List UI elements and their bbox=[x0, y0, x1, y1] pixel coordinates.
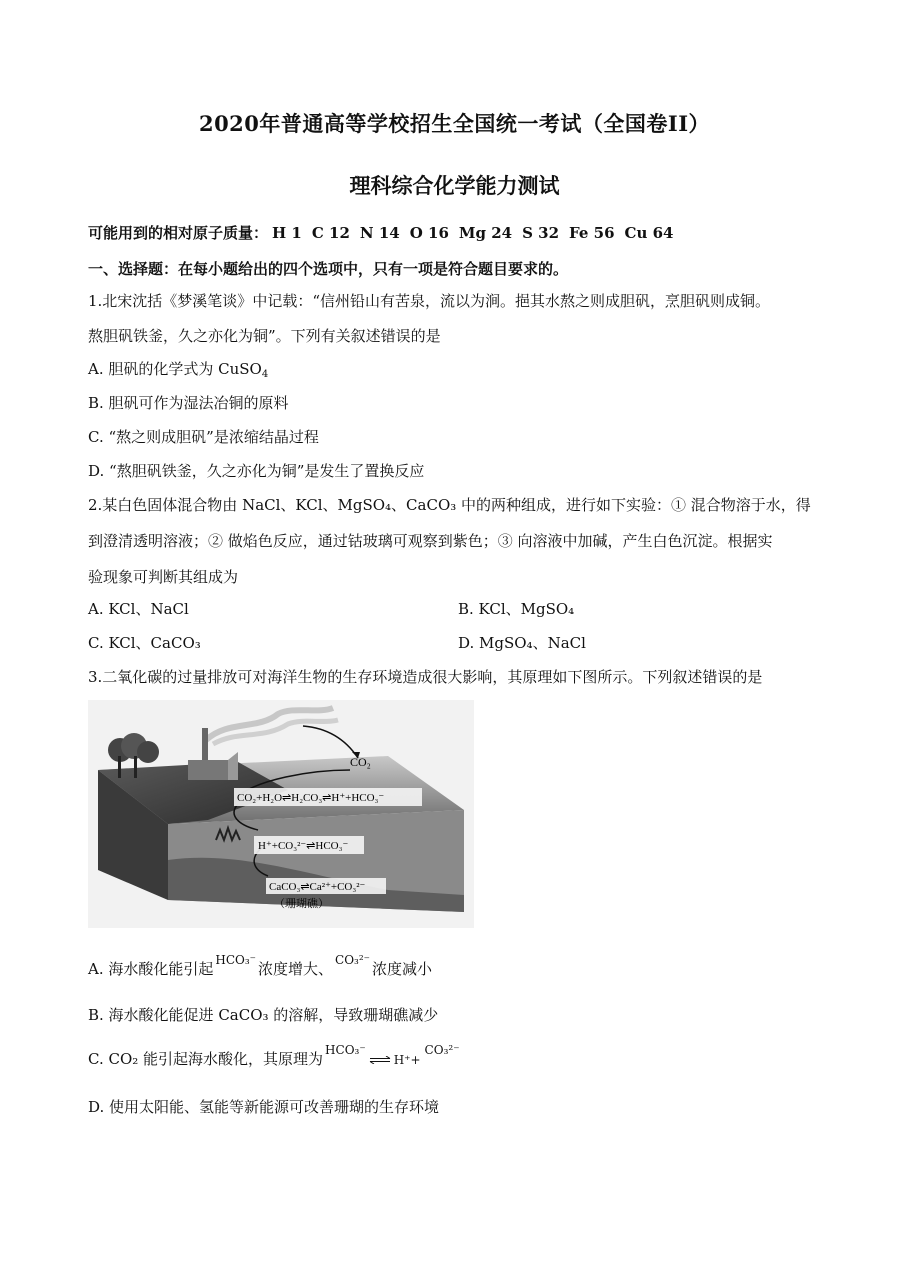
atomic-masses-line bbox=[88, 222, 683, 243]
q3-a-text1: A. 海水酸化能引起 bbox=[88, 960, 214, 978]
q3-c-chem1: HCO₃⁻ bbox=[325, 1043, 366, 1057]
label-coral: （珊瑚礁） bbox=[274, 898, 329, 910]
reversible-arrow-icon bbox=[369, 1056, 391, 1064]
q3-a-text2: 浓度增大、 bbox=[258, 960, 334, 978]
label-co2: CO₂ bbox=[350, 755, 371, 769]
q1-stem-line2: 熬胆矾铁釜，久之亦化为铜”。下列有关叙述错误的是 bbox=[88, 327, 441, 345]
q3-option-c bbox=[88, 1043, 462, 1069]
q3-c-text1: C. CO₂ 能引起海水酸化，其原理为 bbox=[88, 1050, 324, 1068]
q1-stem-line1: 1.北宋沈括《梦溪笔谈》中记载：“信州铅山有苦泉，流以为涧。挹其水熬之则成胆矾，烹胆矾则成铜。 bbox=[88, 292, 770, 310]
q2-option-d: D. MgSO₄、NaCl bbox=[458, 634, 586, 652]
tree-trunk bbox=[134, 756, 137, 778]
q2-option-a: A. KCl、NaCl bbox=[88, 600, 189, 618]
q3-option-d: D. 使用太阳能、氢能等新能源可改善珊瑚的生存环境 bbox=[88, 1098, 440, 1116]
q1-option-a-text: A. 胆矾的化学式为 CuSO bbox=[88, 360, 262, 378]
mass-item: S 32 bbox=[522, 224, 560, 242]
q3-a-chem1: HCO₃⁻ bbox=[215, 953, 257, 967]
mass-item: N 14 bbox=[359, 224, 400, 242]
q2-stem-line2: 到澄清透明溶液；② 做焰色反应，通过钴玻璃可观察到紫色；③ 向溶液中加碱，产生白色沉淀。根据实 bbox=[88, 532, 773, 550]
q3-a-text3: 浓度减小 bbox=[372, 960, 433, 978]
tree-trunk bbox=[118, 756, 121, 778]
q2-stem-line3: 验现象可判断其组成为 bbox=[88, 568, 239, 586]
q1-option-b: B. 胆矾可作为湿法冶铜的原料 bbox=[88, 394, 289, 412]
exam-subtitle: 理科综合化学能力测试 bbox=[349, 173, 560, 198]
ocean-co2-diagram bbox=[88, 700, 474, 928]
q3-option-b: B. 海水酸化能促进 CaCO₃ 的溶解，导致珊瑚礁减少 bbox=[88, 1006, 439, 1024]
q2-stem-line1: 2.某白色固体混合物由 NaCl、KCl、MgSO₄、CaCO₃ 中的两种组成，进行如下实验：① 混合物溶于水，得 bbox=[88, 496, 811, 514]
q3-c-chem3: CO₃²⁻ bbox=[424, 1043, 460, 1057]
chimney-icon bbox=[202, 728, 208, 760]
q3-c-chem2: H⁺+ bbox=[393, 1053, 421, 1067]
q2-option-b: B. KCl、MgSO₄ bbox=[458, 600, 575, 618]
label-eq1: CO₂+H₂O⇌H₂CO₃⇌H⁺+HCO₃⁻ bbox=[237, 792, 385, 804]
q3-option-a bbox=[88, 953, 433, 979]
mass-item: Fe 56 bbox=[569, 224, 615, 242]
q1-option-d: D. “熬胆矾铁釜，久之亦化为铜”是发生了置换反应 bbox=[88, 462, 425, 480]
mass-item: Mg 24 bbox=[458, 224, 513, 242]
factory-icon bbox=[188, 760, 228, 780]
mass-item: Cu 64 bbox=[624, 224, 674, 242]
mass-item: O 16 bbox=[409, 224, 449, 242]
q3-a-chem2: CO₃²⁻ bbox=[335, 953, 371, 967]
section-heading: 一、选择题：在每小题给出的四个选项中，只有一项是符合题目要求的。 bbox=[88, 260, 569, 278]
label-eq3: CaCO₃⇌Ca²⁺+CO₃²⁻ bbox=[269, 881, 366, 893]
exam-title: 2020年普通高等学校招生全国统一考试（全国卷II） bbox=[198, 111, 711, 136]
q2-option-c: C. KCl、CaCO₃ bbox=[88, 634, 201, 652]
q3-stem: 3.二氧化碳的过量排放可对海洋生物的生存环境造成很大影响，其原理如下图所示。下列叙述错误的是 bbox=[88, 668, 763, 686]
label-eq2: H⁺+CO₃²⁻⇌HCO₃⁻ bbox=[258, 840, 349, 852]
q1-option-a-sub: 4 bbox=[261, 369, 269, 380]
q1-option-a bbox=[88, 358, 268, 380]
tree-icon bbox=[137, 741, 159, 763]
atomic-masses-label: 可能用到的相对原子质量： bbox=[88, 224, 269, 242]
q1-option-c: C. “熬之则成胆矾”是浓缩结晶过程 bbox=[88, 428, 319, 446]
mass-item: C 12 bbox=[311, 224, 350, 242]
mass-item: H 1 bbox=[272, 224, 302, 242]
